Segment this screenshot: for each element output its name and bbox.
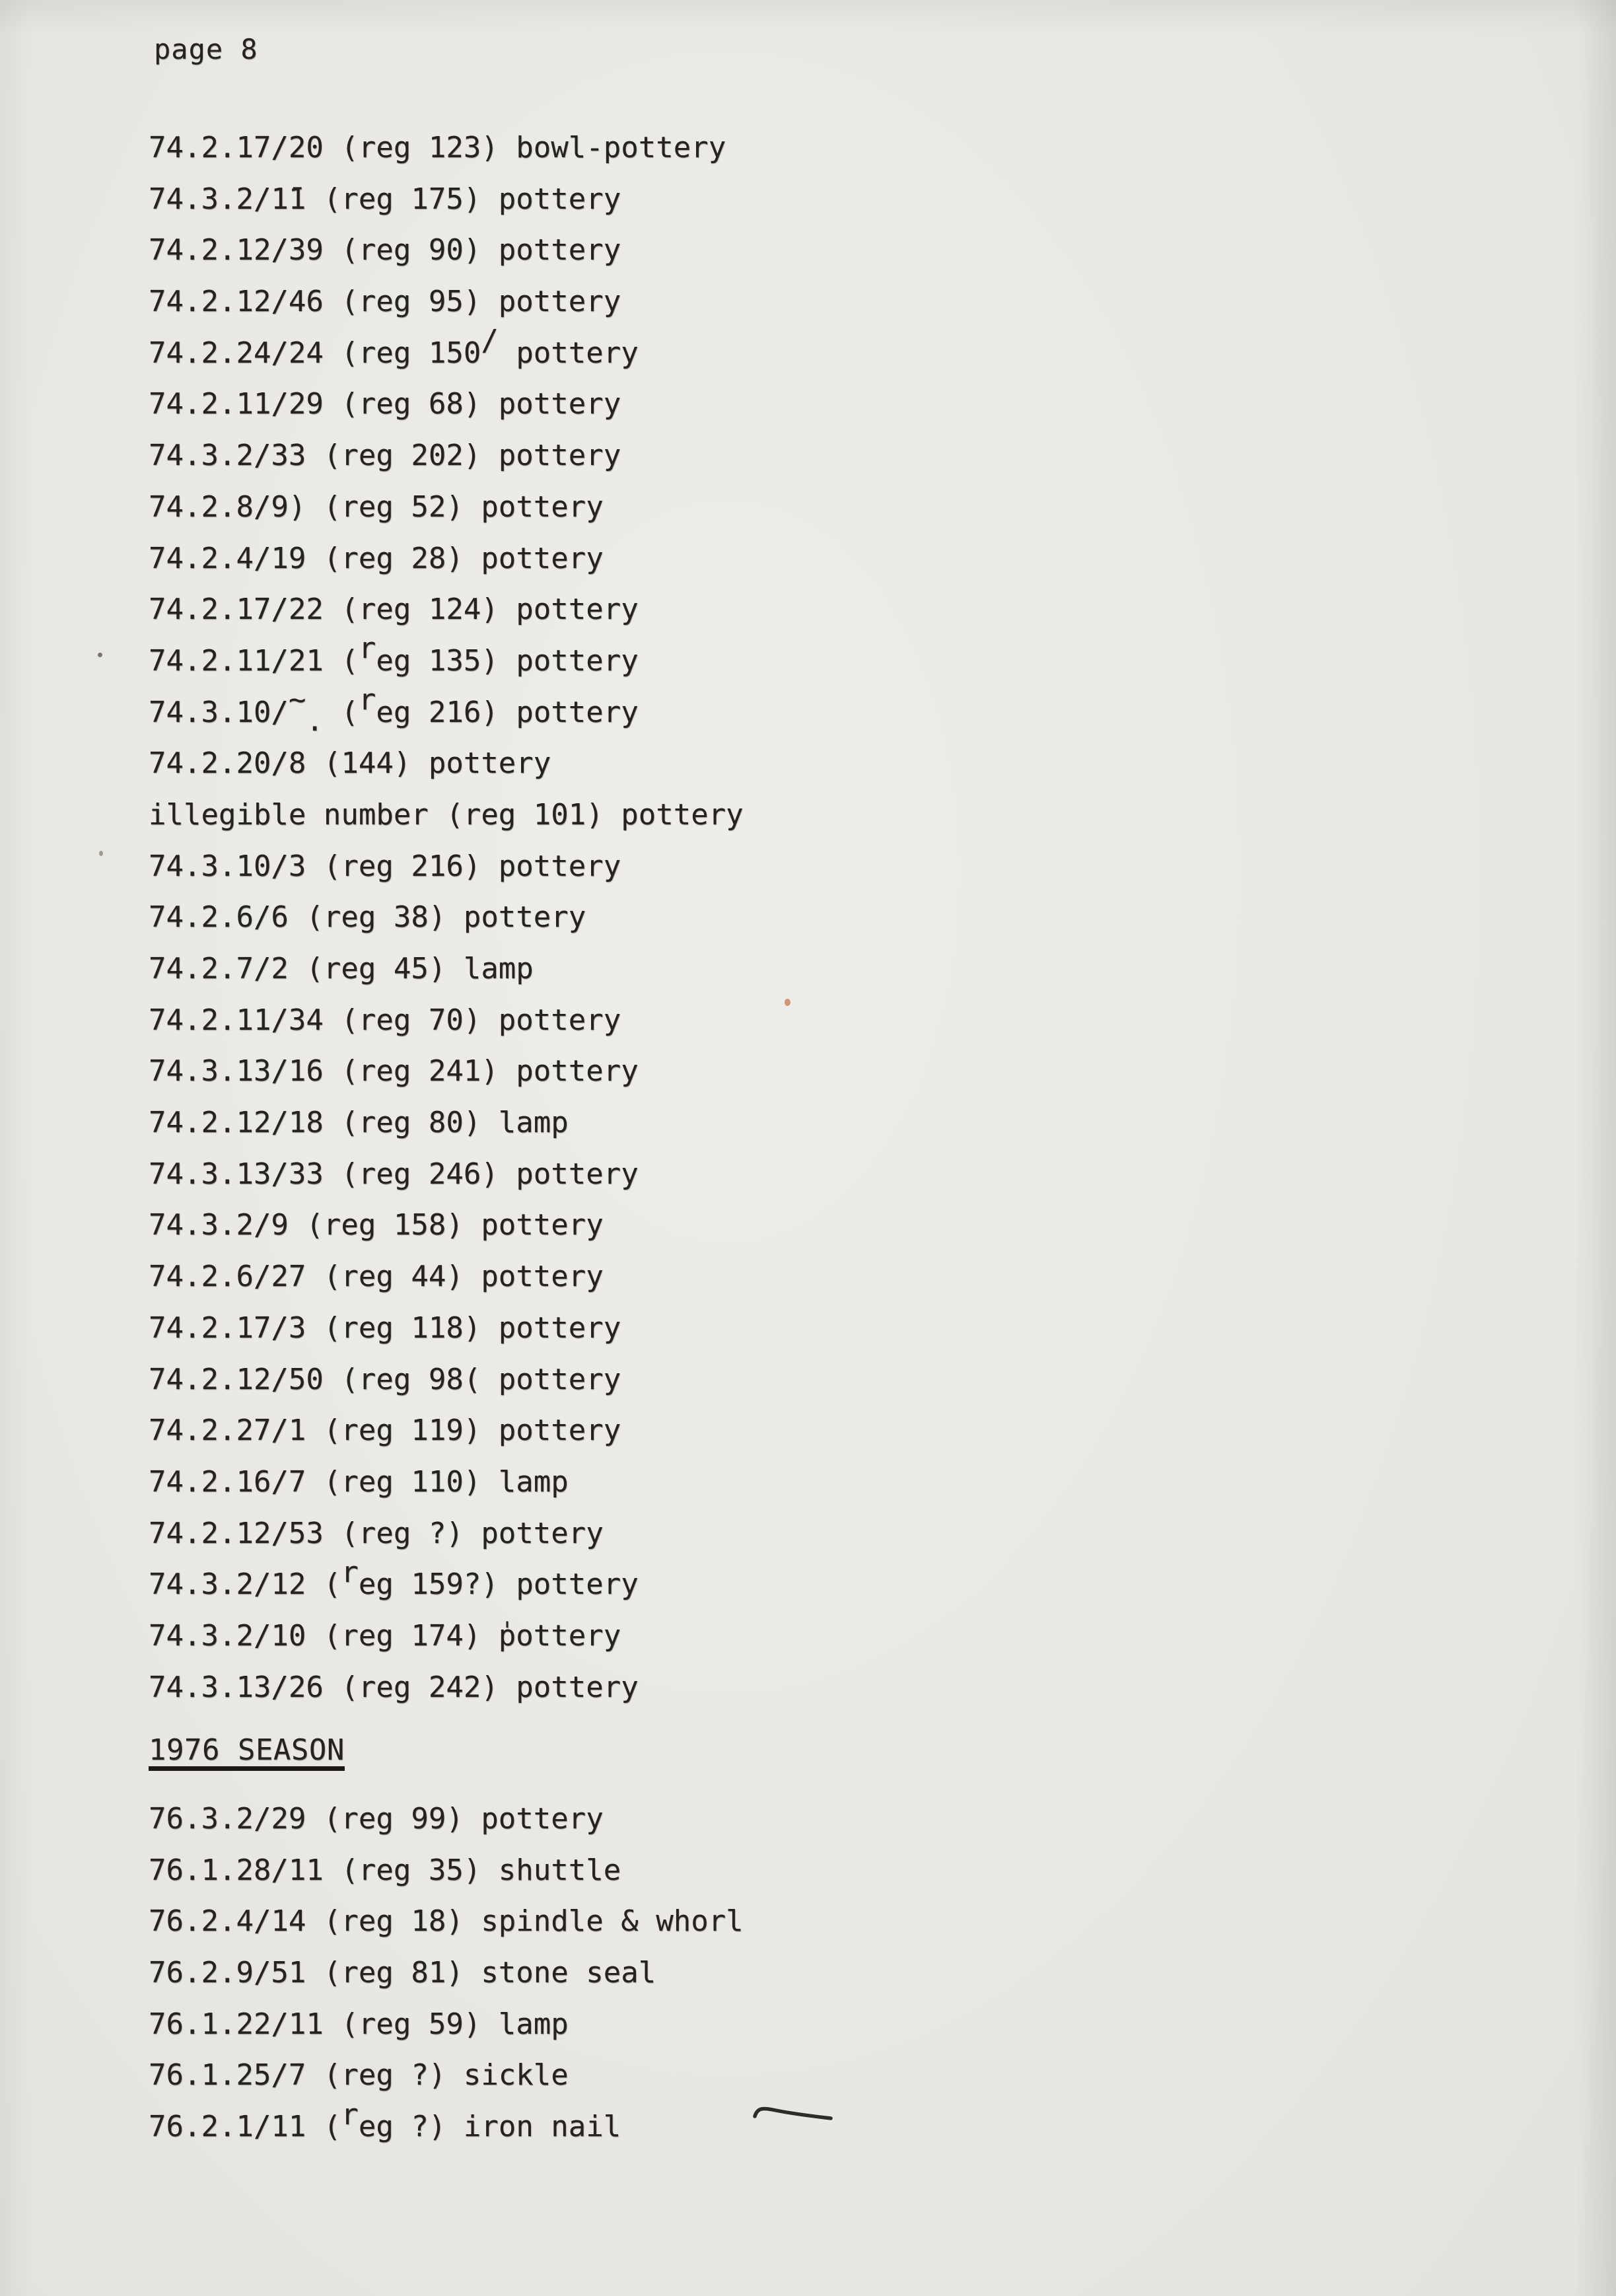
registry-entry: 76.2.1/11 (reg ?) iron nail	[149, 2097, 621, 2144]
registry-list-1974	[149, 122, 744, 1713]
registry-list-1976	[149, 1793, 744, 2153]
registry-entry: 74.2.11/34 (reg 70) pottery	[149, 1003, 621, 1037]
paper-speck	[785, 999, 790, 1006]
registry-entry: 74.2.17/3 (reg 118) pottery	[149, 1310, 621, 1345]
registry-entry: 74.3.2/10 (reg 174) p̍ottery	[149, 1618, 621, 1653]
registry-entry: 74.2.7/2 (reg 45) lamp	[149, 952, 534, 986]
registry-entry: 76.2.4/14 (reg 18) spindle & whorl	[149, 1904, 744, 1939]
registry-entry: 74.2.16/7 (reg 110) lamp	[149, 1464, 569, 1499]
registry-entry: 76.1.22/11 (reg 59) lamp	[149, 2007, 569, 2041]
registry-entry: 74.2.6/6 (reg 38) pottery	[149, 900, 586, 935]
registry-entry: 74.2.11/21 (reg 135) pottery	[149, 631, 639, 678]
registry-entry: 74.3.10/~. (reg 216) pottery	[149, 683, 639, 738]
registry-entry: 74.2.12/53 (reg ?) pottery	[149, 1516, 604, 1550]
registry-entry: 76.2.9/51 (reg 81) stone seal	[149, 1956, 656, 1990]
registry-entry: illegible number (reg 101) pottery	[149, 797, 744, 832]
registry-entry: 74.3.2/9 (reg 158) pottery	[149, 1208, 604, 1242]
page-number: page 8	[154, 33, 258, 65]
registry-entry: 76.3.2/29 (reg 99) pottery	[149, 1802, 604, 1836]
registry-entry: 74.3.13/33 (reg 246) pottery	[149, 1157, 639, 1191]
registry-entry: 74.3.2/12 (reg 159?) pottery	[149, 1555, 639, 1602]
registry-entry: 74.3.10/3 (reg 216) pottery	[149, 849, 621, 883]
registry-entry: 74.3.13/26 (reg 242) pottery	[149, 1670, 639, 1704]
registry-entry: 74.2.11/29 (reg 68) pottery	[149, 387, 621, 421]
registry-entry: 74.2.17/20 (reg 123) bowl-pottery	[149, 131, 726, 164]
registry-entry: 74.3.13/16 (reg 241) pottery	[149, 1054, 639, 1089]
registry-entry: 74.2.12/46 (reg 95) pottery	[149, 285, 621, 319]
registry-entry: 74.2.12/18 (reg 80) lamp	[149, 1106, 569, 1140]
registry-entry: 74.2.4/19 (reg 28) pottery	[149, 541, 604, 575]
registry-entry: 74.2.20/8 (144) pottery	[149, 746, 551, 781]
registry-entry: 74.2.12/50 (reg 98( pottery	[149, 1362, 621, 1396]
registry-entry: 74.2.12/39 (reg 90) pottery	[149, 233, 621, 268]
registry-entry: 74.2.8/9) (reg 52) pottery	[149, 489, 604, 524]
season-heading-1976: 1976 SEASON	[149, 1737, 345, 1771]
paper-speck	[98, 653, 102, 657]
registry-entry: 74.2.24/24 (reg 150/ pottery	[149, 324, 639, 370]
registry-entry: 74.3.2/33 (reg 202) pottery	[149, 439, 621, 473]
registry-entry: 74.3.2/1̄1 (reg 175) pottery	[149, 182, 621, 216]
registry-entry: 76.1.25/7 (reg ?) sickle	[149, 2058, 569, 2093]
registry-entry: 74.2.27/1 (reg 119) pottery	[149, 1414, 621, 1448]
registry-entry: 76.1.28/11 (reg 35) shuttle	[149, 1853, 621, 1887]
handwritten-dash-mark	[750, 2100, 835, 2130]
registry-entry: 74.2.17/22 (reg 124) pottery	[149, 592, 639, 627]
registry-entry: 74.2.6/27 (reg 44) pottery	[149, 1260, 604, 1294]
paper-speck	[99, 851, 103, 856]
